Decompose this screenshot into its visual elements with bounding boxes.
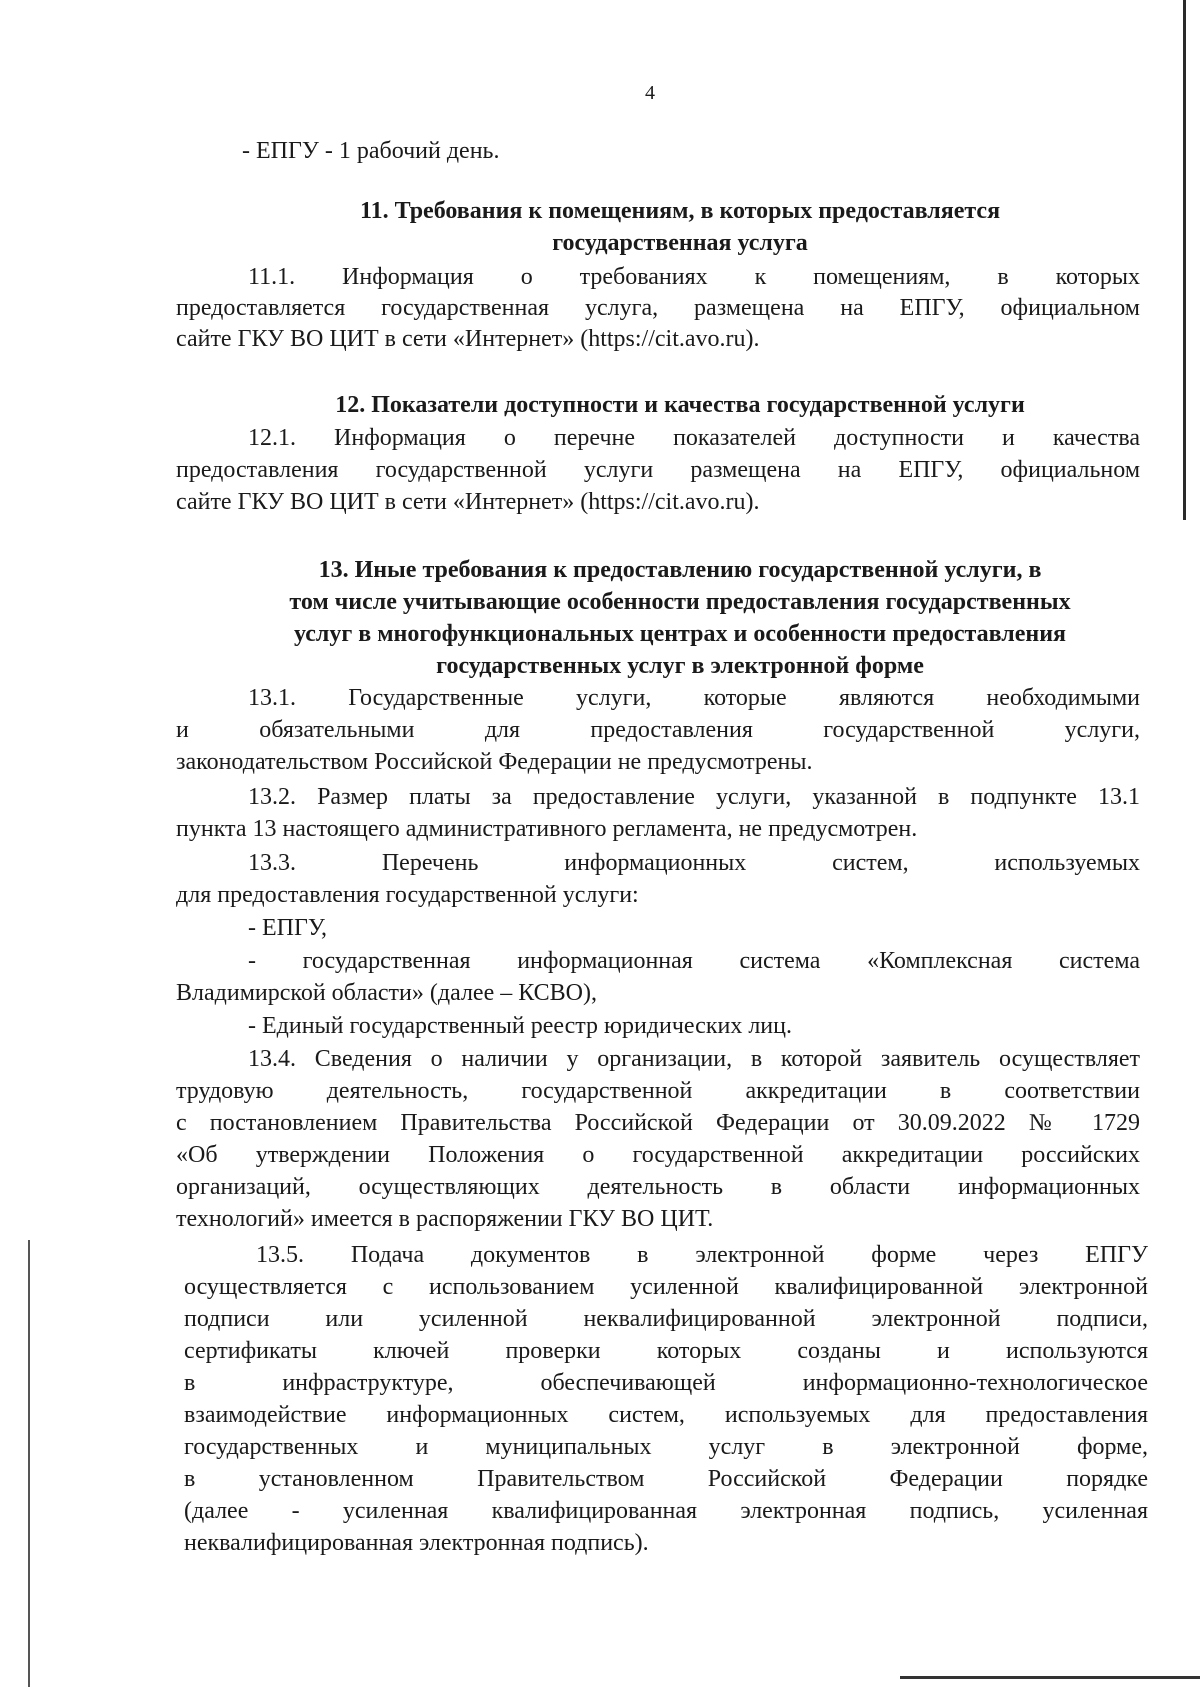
paragraph-11-1: сайте ГКУ ВО ЦИТ в сети «Интернет» (https://cit.avo.ru).	[176, 326, 760, 352]
intro-line: - ЕПГУ - 1 рабочий день.	[242, 138, 500, 164]
paragraph-13-5: подписи или усиленной неквалифицированной электронной подписи,	[184, 1306, 1148, 1332]
scan-edge-bottom	[900, 1676, 1200, 1679]
list-item: - государственная информационная система «Комплексная система	[248, 948, 1140, 974]
section-13-heading: услуг в многофункциональных центрах и особенности предоставления	[293, 621, 1067, 647]
section-13-heading: том числе учитывающие особенности предоставления государственных	[289, 589, 1071, 615]
paragraph-13-5: неквалифицированная электронная подпись).	[184, 1530, 649, 1556]
paragraph-13-5: 13.5. Подача документов в электронной форме через ЕПГУ	[256, 1242, 1148, 1268]
paragraph-13-2: 13.2. Размер платы за предоставление услуги, указанной в подпункте 13.1	[248, 784, 1140, 810]
paragraph-12-1: предоставления государственной услуги размещена на ЕПГУ, официальном	[176, 457, 1140, 483]
paragraph-13-4: трудовую деятельность, государственной аккредитации в соответствии	[176, 1078, 1140, 1104]
paragraph-13-5: сертификаты ключей проверки которых созданы и используются	[184, 1338, 1148, 1364]
section-13-heading: государственных услуг в электронной форме	[436, 653, 924, 679]
list-item: - Единый государственный реестр юридических лиц.	[248, 1013, 792, 1039]
paragraph-13-5: в инфраструктуре, обеспечивающей информационно-технологическое	[184, 1370, 1148, 1396]
paragraph-13-1: и обязательными для предоставления государственной услуги,	[176, 717, 1140, 743]
paragraph-11-1: 11.1. Информация о требованиях к помещениям, в которых	[248, 264, 1140, 290]
paragraph-13-1: 13.1. Государственные услуги, которые являются необходимыми	[248, 685, 1140, 711]
section-13-heading: 13. Иные требования к предоставлению государственной услуги, в	[318, 557, 1042, 583]
paragraph-13-4: 13.4. Сведения о наличии у организации, в которой заявитель осуществляет	[248, 1046, 1140, 1072]
section-12-heading: 12. Показатели доступности и качества государственной услуги	[335, 392, 1025, 418]
paragraph-12-1: сайте ГКУ ВО ЦИТ в сети «Интернет» (https://cit.avo.ru).	[176, 489, 760, 515]
page-number: 4	[645, 82, 655, 104]
paragraph-12-1: 12.1. Информация о перечне показателей доступности и качества	[248, 425, 1140, 451]
paragraph-13-5: осуществляется с использованием усиленной квалифицированной электронной	[184, 1274, 1148, 1300]
paragraph-13-5: (далее - усиленная квалифицированная электронная подпись, усиленная	[184, 1498, 1148, 1524]
paragraph-11-1: предоставляется государственная услуга, размещена на ЕПГУ, официальном	[176, 295, 1140, 321]
list-item: Владимирской области» (далее – КСВО),	[176, 980, 597, 1006]
paragraph-13-4: организаций, осуществляющих деятельность в области информационных	[176, 1174, 1140, 1200]
paragraph-13-3: для предоставления государственной услуги:	[176, 882, 639, 908]
paragraph-13-4: технологий» имеется в распоряжении ГКУ ВО ЦИТ.	[176, 1206, 714, 1232]
paragraph-13-4: «Об утверждении Положения о государственной аккредитации российских	[176, 1142, 1140, 1168]
section-11-heading: государственная услуга	[552, 230, 808, 256]
paragraph-13-1: законодательством Российской Федерации не предусмотрены.	[176, 749, 813, 775]
paragraph-13-2: пункта 13 настоящего административного регламента, не предусмотрен.	[176, 816, 918, 842]
list-item: - ЕПГУ,	[248, 915, 327, 941]
paragraph-13-3: 13.3. Перечень информационных систем, используемых	[248, 850, 1140, 876]
scan-edge-left	[28, 1240, 30, 1687]
paragraph-13-5: взаимодействие информационных систем, используемых для предоставления	[184, 1402, 1148, 1428]
paragraph-13-5: в установленном Правительством Российской Федерации порядке	[184, 1466, 1148, 1492]
scan-edge-right	[1183, 0, 1186, 520]
paragraph-13-4: с постановлением Правительства Российской Федерации от 30.09.2022 № 1729	[176, 1110, 1140, 1136]
section-11-heading: 11. Требования к помещениям, в которых предоставляется	[359, 198, 1001, 224]
paragraph-13-5: государственных и муниципальных услуг в электронной форме,	[184, 1434, 1148, 1460]
